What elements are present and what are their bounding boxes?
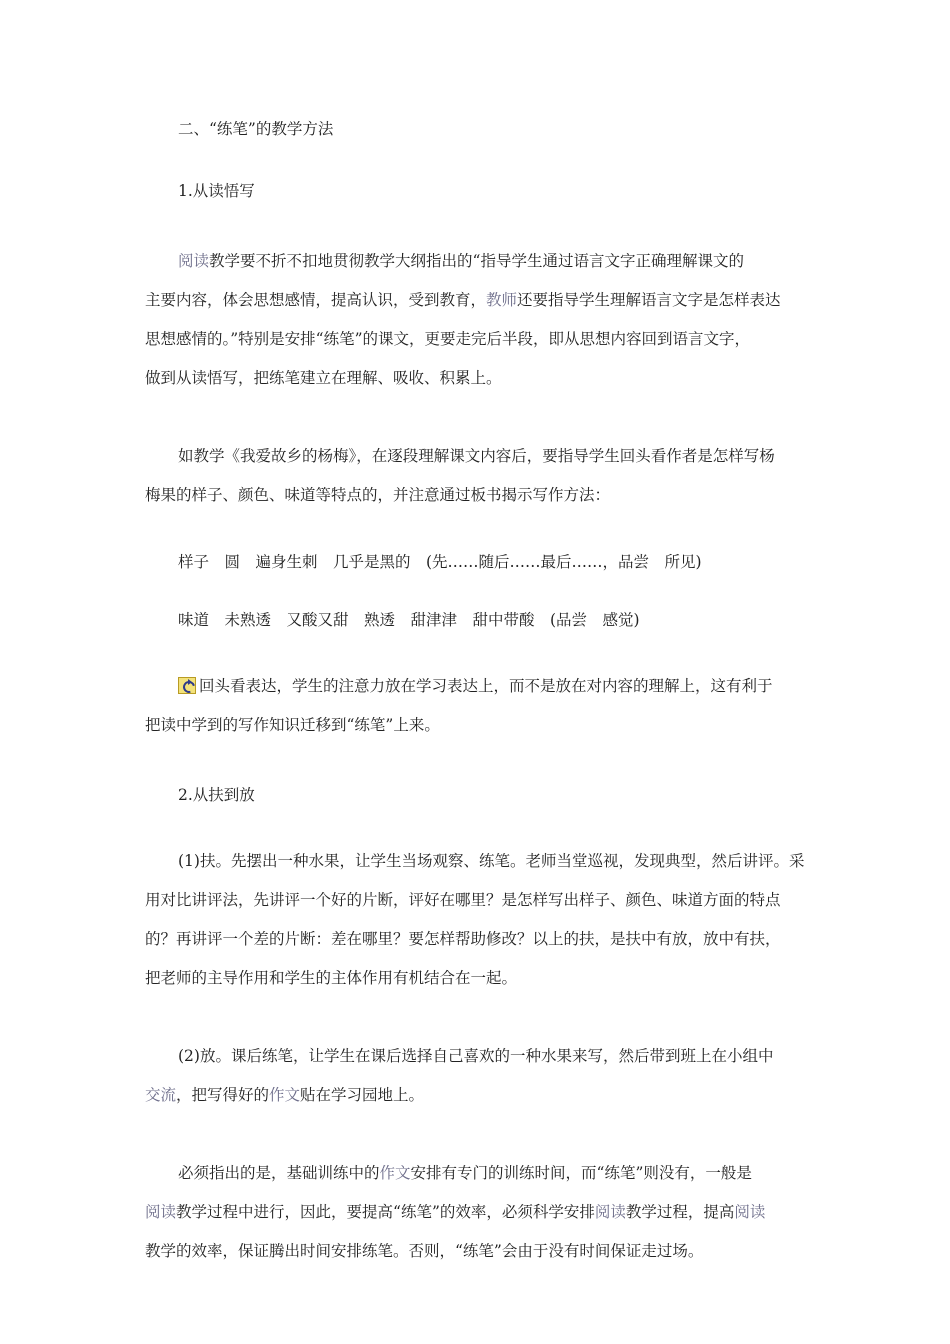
section-title: 二、“练笔”的教学方法: [178, 120, 334, 138]
paragraph-conclusion: 必须指出的是，基础训练中的作文安排有专门的训练时间，而“练笔”则没有，一般是 阅读教学过程中进行，因此，要提高“练笔”的效率，必须科学安排阅读教学过程，提高阅读 教学的效率，保证腾出时间安排练笔。否则，“练笔”会由于没有时间保证走过场。: [145, 1164, 766, 1260]
paragraph-release: (2)放。课后练笔，让学生在课后选择自己喜欢的一种水果来写，然后带到班上在小组中 交流，把写得好的作文贴在学习园地上。: [145, 1047, 774, 1104]
paragraph-reading-teaching: 阅读教学要不折不扣地贯彻教学大纲指出的“指导学生通过语言文字正确理解课文的 主要内容，体会思想感情，提高认识，受到教育，教师还要指导学生理解语言文字是怎样表达 思想感情的。”特别是安排“练笔”的课文，更要走完后半段，即从思想内容回到语言文字， 做到从读悟写，把练笔建立在理解、吸收、积累上。: [145, 252, 781, 387]
keyword-link[interactable]: 交流: [145, 1086, 177, 1104]
board-row-taste: 味道 未熟透 又酸又甜 熟透 甜津津 甜中带酸 (品尝 感觉): [178, 611, 640, 629]
comment-marker-icon[interactable]: [178, 677, 196, 694]
paragraph-support: (1)扶。先摆出一种水果，让学生当场观察、练笔。老师当堂巡视，发现典型，然后讲评。采 用对比讲评法，先讲评一个好的片断，评好在哪里？是怎样写出样子、颜色、味道方面的特点 的？再讲评一个差的片断：差在哪里？要怎样帮助修改？以上的扶，是扶中有放，放中有扶， 把老师的主导作用和学生的主体作用有机结合在一起。: [145, 852, 805, 987]
keyword-link[interactable]: 阅读: [594, 1203, 626, 1221]
keyword-link[interactable]: 教师: [486, 291, 518, 309]
keyword-link[interactable]: 阅读: [145, 1203, 177, 1221]
paragraph-look-back: 回头看表达，学生的注意力放在学习表达上，而不是放在对内容的理解上，这有利于 把读中学到的写作知识迁移到“练笔”上来。: [145, 677, 773, 734]
subheading-support-to-release: 2.从扶到放: [178, 786, 255, 804]
board-row-shape: 样子 圆 遍身生刺 几乎是黑的 (先……随后……最后……，品尝 所见): [178, 553, 702, 571]
keyword-link[interactable]: 作文: [269, 1086, 301, 1104]
paragraph-example-lesson: 如教学《我爱故乡的杨梅》，在逐段理解课文内容后，要指导学生回头看作者是怎样写杨 梅果的样子、颜色、味道等特点的，并注意通过板书揭示写作方法：: [145, 447, 775, 504]
subheading-read-to-write: 1.从读悟写: [178, 182, 255, 200]
keyword-link[interactable]: 作文: [379, 1164, 411, 1182]
keyword-link[interactable]: 阅读: [178, 252, 210, 270]
keyword-link[interactable]: 阅读: [734, 1203, 766, 1221]
